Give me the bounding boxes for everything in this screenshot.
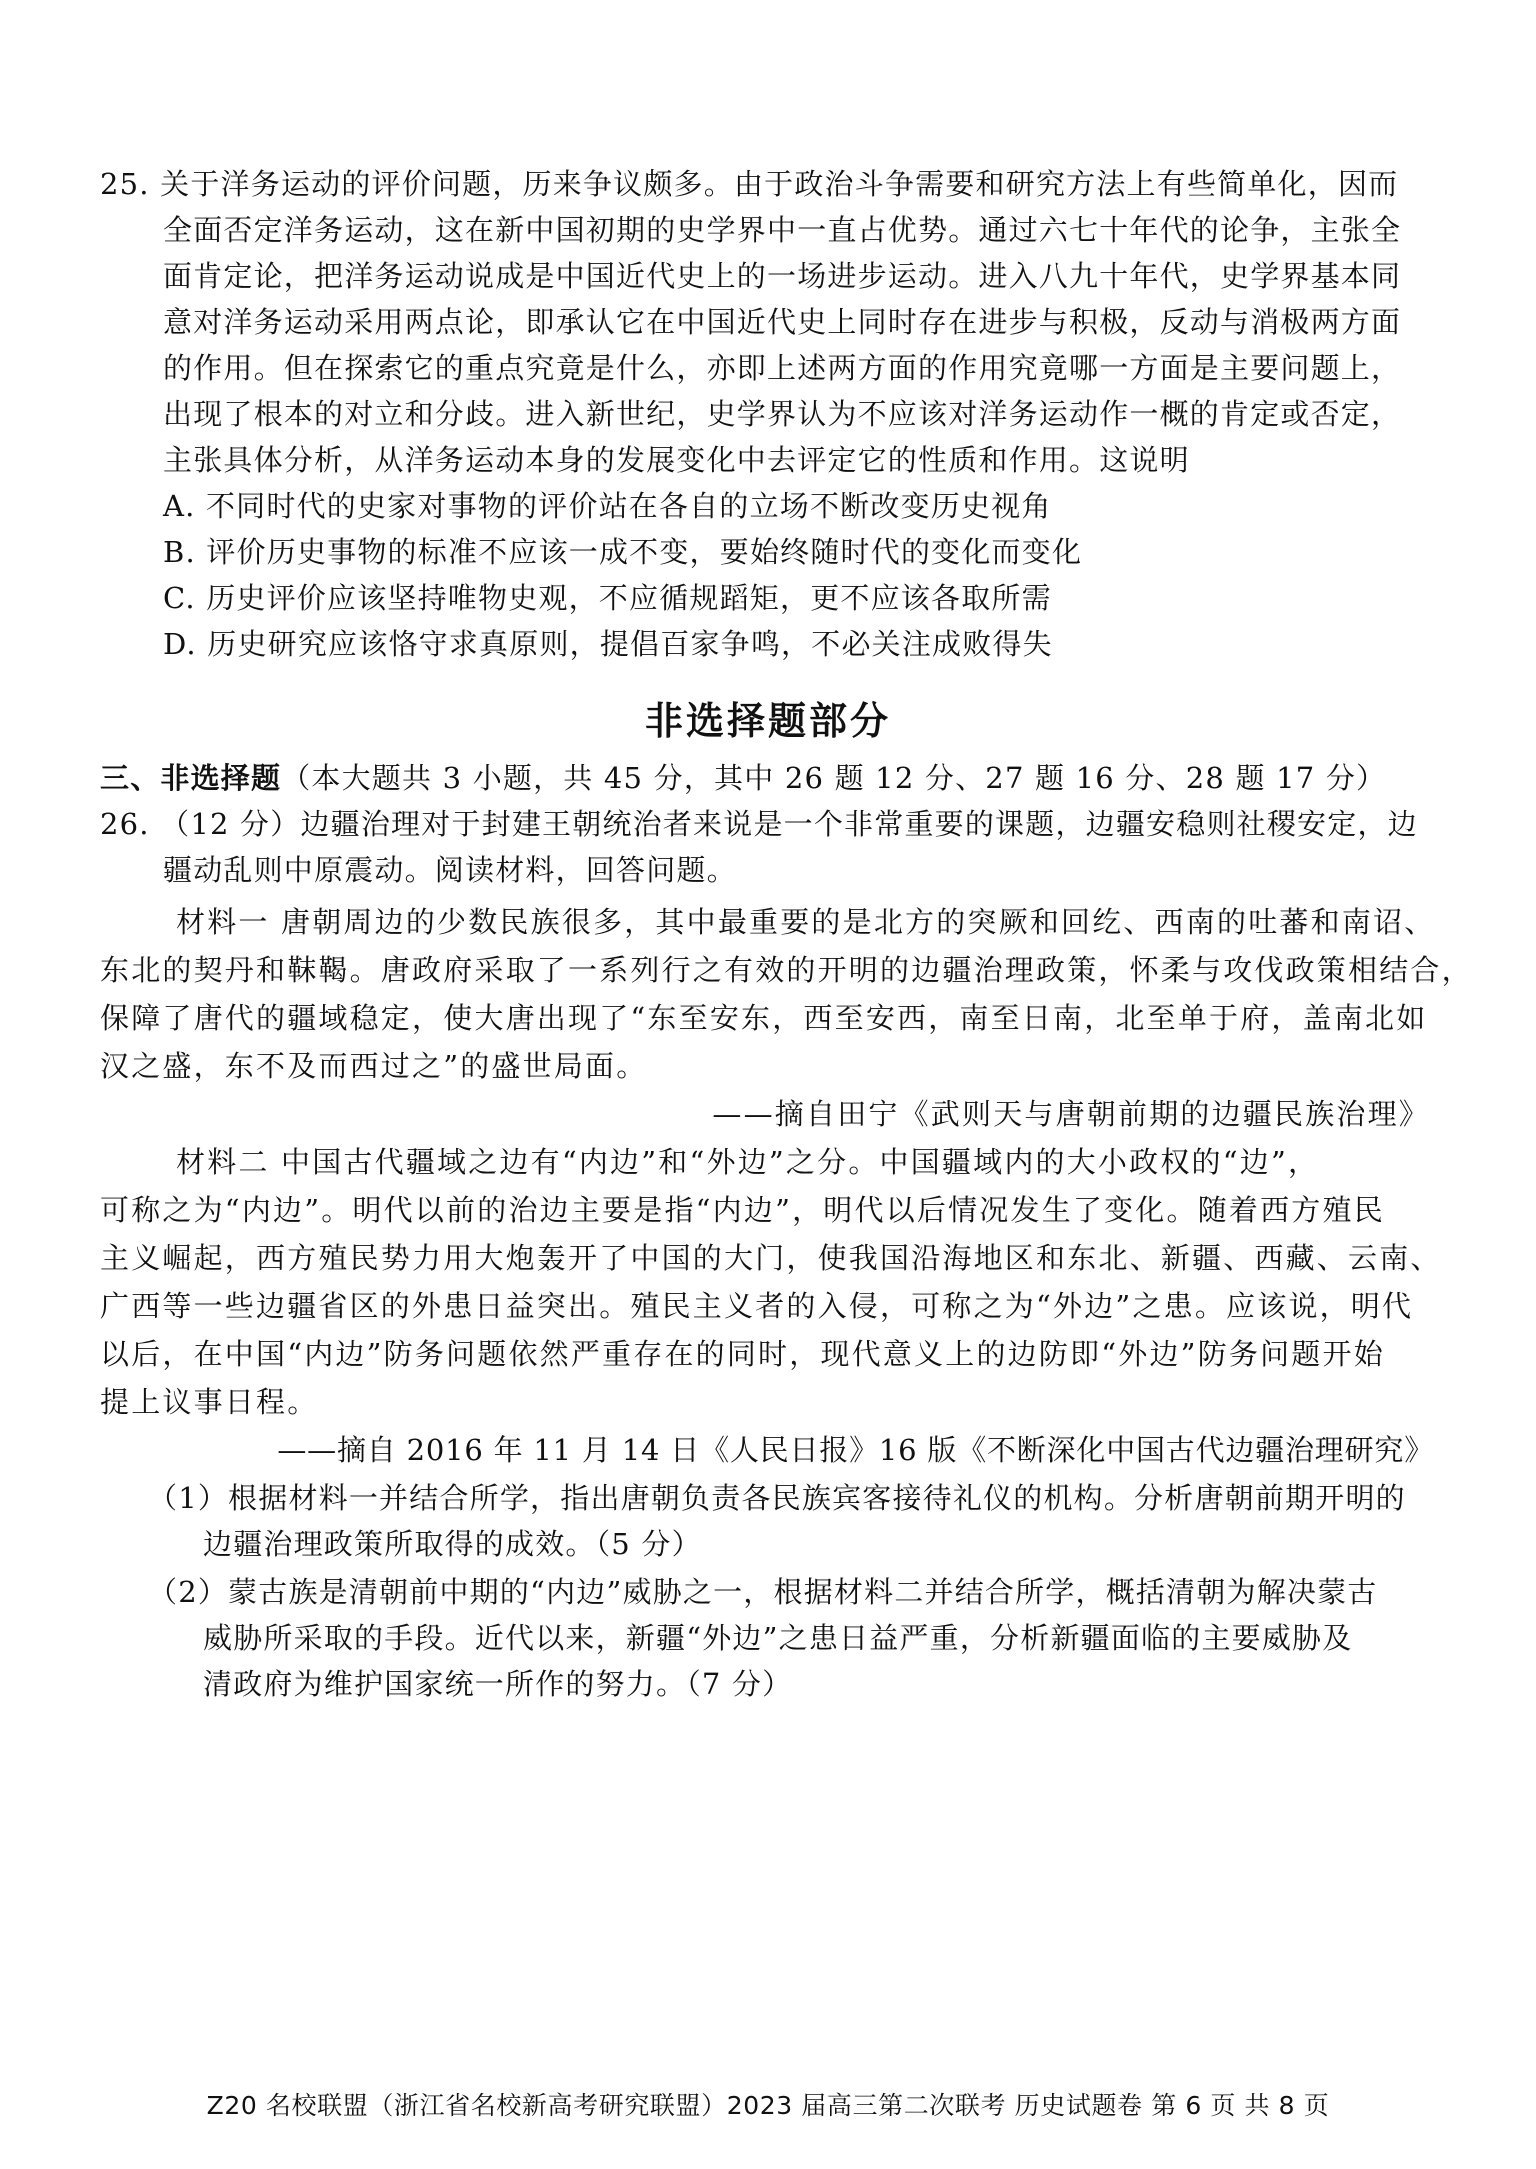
material1-line: 汉之盛，东不及而西过之”的盛世局面。 <box>100 1049 648 1083</box>
q26-intro-line: 疆动乱则中原震动。阅读材料，回答问题。 <box>163 853 737 887</box>
q25-line: 主张具体分析，从洋务运动本身的发展变化中去评定它的性质和作用。这说明 <box>163 443 1190 477</box>
material1-line: 保障了唐代的疆域稳定，使大唐出现了“东至安东，西至安西，南至日南，北至单于府，盖南北如 <box>100 1001 1428 1035</box>
q25-line: 25. 关于洋务运动的评价问题，历来争议颇多。由于政治斗争需要和研究方法上有些简单化，因而 <box>100 167 1399 201</box>
page-footer: Z20 名校联盟（浙江省名校新高考研究联盟）2023 届高三第二次联考 历史试题卷 第 6 页 共 8 页 <box>206 2091 1330 2120</box>
q25-option-b: B. 评价历史事物的标准不应该一成不变，要始终随时代的变化而变化 <box>163 535 1083 569</box>
q26-sub2-line: （2）蒙古族是清朝前中期的“内边”威胁之一，根据材料二并结合所学，概括清朝为解决蒙古 <box>148 1575 1378 1609</box>
material2-line: 可称之为“内边”。明代以前的治边主要是指“内边”，明代以后情况发生了变化。随着西方殖民 <box>100 1193 1385 1227</box>
q26-sub1-line: （1）根据材料一并结合所学，指出唐朝负责各民族宾客接待礼仪的机构。分析唐朝前期开明的 <box>148 1481 1406 1515</box>
material1-line: 东北的契丹和靺鞨。唐政府采取了一系列行之有效的开明的边疆治理政策，怀柔与攻伐政策相结合， <box>100 953 1473 987</box>
q25-line: 意对洋务运动采用两点论，即承认它在中国近代史上同时存在进步与积极，反动与消极两方面 <box>163 305 1402 339</box>
q26-sub2-line: 清政府为维护国家统一所作的努力。（7 分） <box>203 1667 793 1701</box>
material2-line: 提上议事日程。 <box>100 1385 319 1419</box>
material2-line: 主义崛起，西方殖民势力用大炮轰开了中国的大门，使我国沿海地区和东北、新疆、西藏、云南、 <box>100 1241 1442 1275</box>
material2-line: 以后，在中国“内边”防务问题依然严重存在的同时，现代意义上的边防即“外边”防务问题开始 <box>100 1337 1385 1371</box>
material2-source: ——摘自 2016 年 11 月 14 日《人民日报》16 版《不断深化中国古代边疆治理研究》 <box>277 1433 1434 1467</box>
part3-heading-line <box>100 760 1386 796</box>
material1-line: 材料一 唐朝周边的少数民族很多，其中最重要的是北方的突厥和回纥、西南的吐蕃和南诏、 <box>176 905 1436 939</box>
q25-line: 出现了根本的对立和分歧。进入新世纪，史学界认为不应该对洋务运动作一概的肯定或否定， <box>163 397 1402 431</box>
material2-line: 广西等一些边疆省区的外患日益突出。殖民主义者的入侵，可称之为“外边”之患。应该说，明代 <box>100 1289 1414 1323</box>
q25-line: 面肯定论，把洋务运动说成是中国近代史上的一场进步运动。进入八九十年代，史学界基本同 <box>163 259 1402 293</box>
q25-option-d: D. 历史研究应该恪守求真原则，提倡百家争鸣，不必关注成败得失 <box>163 627 1053 661</box>
material1-source: ——摘自田宁《武则天与唐朝前期的边疆民族治理》 <box>712 1097 1430 1131</box>
q25-option-a: A. 不同时代的史家对事物的评价站在各自的立场不断改变历史视角 <box>163 489 1052 523</box>
q25-line: 的作用。但在探索它的重点究竟是什么，亦即上述两方面的作用究竟哪一方面是主要问题上， <box>163 351 1402 385</box>
q25-line: 全面否定洋务运动，这在新中国初期的史学界中一直占优势。通过六七十年代的论争，主张全 <box>163 213 1402 247</box>
q25-option-c: C. 历史评价应该坚持唯物史观，不应循规蹈矩，更不应该各取所需 <box>163 581 1052 615</box>
q26-sub2-line: 威胁所采取的手段。近代以来，新疆“外边”之患日益严重，分析新疆面临的主要威胁及 <box>203 1621 1353 1655</box>
material2-line: 材料二 中国古代疆域之边有“内边”和“外边”之分。中国疆域内的大小政权的“边”， <box>176 1145 1320 1179</box>
q26-sub1-line: 边疆治理政策所取得的成效。（5 分） <box>203 1527 702 1561</box>
part3-heading: 三、非选择题 <box>100 761 282 795</box>
section-title: 非选择题部分 <box>644 699 891 743</box>
part3-note: （本大题共 3 小题，共 45 分，其中 26 题 12 分、27 题 16 分、28 题 17 分） <box>281 761 1387 795</box>
q26-intro-line: 26. （12 分）边疆治理对于封建王朝统治者来说是一个非常重要的课题，边疆安稳则社稷安定，边 <box>100 807 1418 841</box>
